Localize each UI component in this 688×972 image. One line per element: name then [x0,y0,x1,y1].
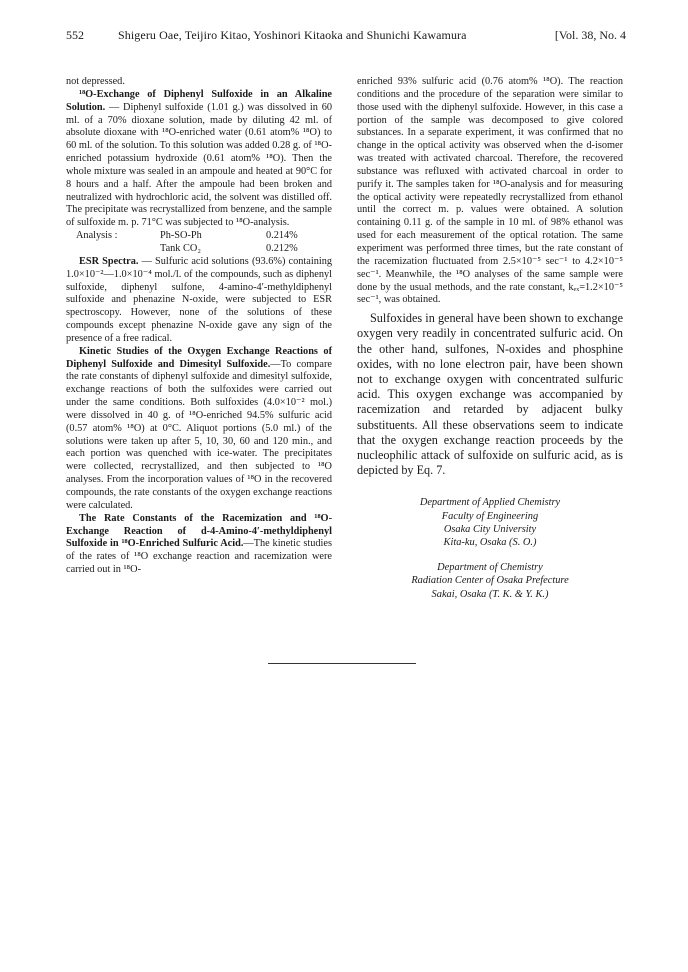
affiliation-line: Sakai, Osaka (T. K. & Y. K.) [431,588,549,600]
running-authors: Shigeru Oae, Teijiro Kitao, Yoshinori Kitaoka and Shunichi Kawamura [118,28,467,42]
paragraph: enriched 93% sulfuric acid (0.76 atom% ¹⁸O). The reaction conditions and the procedure of the separation were similar to those used with the diphenyl sulfoxide. However, in this case a portion of the sample was decomposed to give colored substances. In a separate experiment, it was confirmed that no change in the optical activity was observed when the d-isomer was treated with activated charcoal. Therefore, the recovered substance was refluxed with activated charcoal in order to purify it. The samples taken for ¹⁸O-analysis and for measuring the optical activity were repeatedly recrystallized from ethanol until the correct m. p. values were obtained. A solution containing 0.11 g. of the sample in 10 ml. of 98% ethanol was used for each measurement of the optical rotation. The same experiment was performed three times, but the rate constant of the racemization fluctuated from 2.5×10⁻⁵ sec⁻¹ to 4.2×10⁻⁵ sec⁻¹. Meanwhile, the ¹⁸O analyses of the same sample were done by the usual methods, and the rate constant, kₑₓ=1.2×10⁻⁵ sec⁻¹, was obtained. [357,76,623,306]
affiliation-line: Osaka City University [443,523,537,535]
affiliation-line: Faculty of Engineering [441,510,539,522]
section-heading: ¹⁸O-Exchange of Diphenyl Sulfoxide in an Alkaline Solution. [66,88,332,113]
end-rule [268,663,416,664]
section-heading: ESR Spectra. [79,255,139,267]
analysis-value: 0.212% [266,242,298,254]
right-column [357,76,623,601]
affiliation [357,496,623,549]
affiliation-line: Radiation Center of Osaka Prefecture [411,575,569,587]
analysis-table [76,230,332,256]
left-column [66,76,332,577]
paragraph-body: —To compare the rate constants of diphenyl sulfoxide and dimesityl sulfoxide, exchange reactions of both the sulfoxides were carried out under the same conditions. Both sulfoxides (4.0×10⁻² mol.) were dissolved in 40 g. of ¹⁸O-enriched 94.5% sulfuric acid (0.57 atom% ¹⁸O) at 0°C. Aliquot portions (5.0 ml.) of the solutions were taken up after 5, 10, 30, 60 and 120 min., and each portion was quenched with ice-water. The precipitates were collected, recrystallized, and then subjected to ¹⁸O analyses. From the incorporation values of ¹⁸O in the recovered compounds, the rate constants of the oxygen exchange reactions were calculated. [66,358,332,511]
paragraph: not depressed. [66,76,125,87]
volume-info: [Vol. 38, No. 4 [554,28,626,42]
paragraph-body: — Sulfuric acid solutions (93.6%) containing 1.0×10⁻²—1.0×10⁻⁴ mol./l. of the compounds, such as diphenyl sulfoxide, diphenyl sulfone, 4-amino-4′-methyldiphenyl sulfoxide and phenazine N-oxide, were subjected to ESR spectroscopy. However, none of the solutions of these compounds except phenazine N-oxide gave any sign of the presence of a free radical. [66,255,332,344]
affiliation [357,561,623,601]
affiliation-line: Kita-ku, Osaka (S. O.) [443,537,537,549]
paragraph-body: —The kinetic studies of the rates of ¹⁸O exchange reaction and racemization were carried out in ¹⁸O- [66,538,332,576]
paragraph [66,513,332,577]
paragraph: Sulfoxides in general have been shown to exchange oxygen very readily in concentrated sulfuric acid. On the other hand, sulfones, N-oxides and phosphine oxides, with no lone electron pair, have been shown not to exchange oxygen with concentrated sulfuric acid. This oxygen exchange was accompanied by racemization and retarded by adjacent bulky substituents. All these observations seem to indicate that the oxygen exchange reaction proceeds by the nucleophilic attack of sulfoxide on sulfuric acid, as is depicted by Eq. 7. [357,311,623,478]
page-number: 552 [66,28,84,42]
paragraph [66,89,332,230]
analysis-compound: Ph-SO-Ph [160,230,202,242]
paragraph [66,346,332,513]
paragraph-body: — Diphenyl sulfoxide (1.01 g.) was dissolved in 60 ml. of a 70% dioxane solution, made by diluting 42 ml. of absolute dioxane with ¹⁸O-enriched water (0.61 atom% ¹⁸O) to 60 ml. of the solution. To this solution was added 0.28 g. of ¹⁸O-enriched potassium hydroxide (0.61 atom% ¹⁸O). Then the whole mixture was sealed in an ampoule and heated at 90°C for 8 hours and a half. After the ampoule had been broken and neutralized with hydrochloric acid, the solvent was distilled off. The precipitate was recrystallized from benzene, and the sample of sulfoxide m. p. 71°C was subjected to ¹⁸O-analysis. [66,101,332,229]
analysis-compound: Tank CO₂ [160,242,201,254]
paragraph [66,256,332,346]
section-heading: The Rate Constants of the Racemization and ¹⁸O-Exchange Reaction of d-4-Amino-4′-methyldiphenyl Sulfoxide in ¹⁸O-Enriched Sulfuric Acid. [66,512,332,550]
page-header [66,28,626,44]
affiliation-line: Department of Applied Chemistry [419,497,561,509]
section-heading: Kinetic Studies of the Oxygen Exchange Reactions of Diphenyl Sulfoxide and Dimesityl Sulfoxide. [66,345,332,370]
analysis-value: 0.214% [266,230,298,242]
analysis-label: Analysis : [76,230,118,242]
affiliation-line: Department of Chemistry [437,562,543,574]
